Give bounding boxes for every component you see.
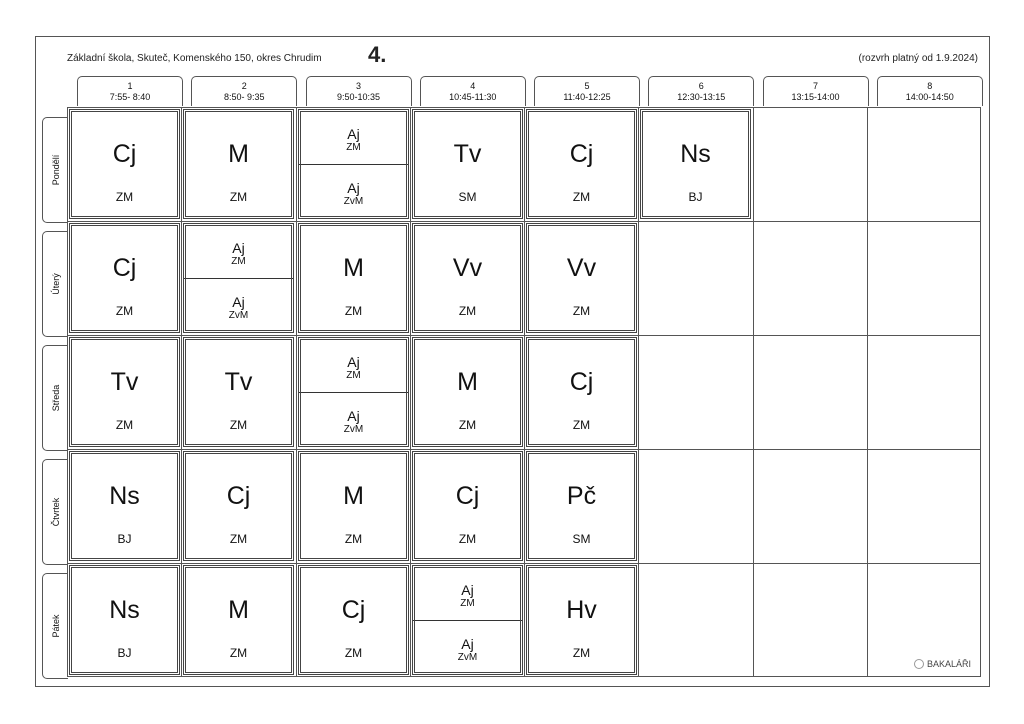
lesson-room: ZM: [229, 190, 248, 204]
period-header: [191, 76, 297, 106]
period-time: 9:50-10:35: [336, 92, 381, 102]
period-time: 12:30-13:15: [677, 92, 726, 102]
lesson-cell: [298, 565, 409, 675]
lesson-cell: [412, 451, 523, 561]
period-time: 14:00-14:50: [905, 92, 954, 102]
period-number: 6: [698, 81, 704, 91]
day-name: Úterý: [50, 273, 61, 295]
class-label: 4.: [368, 42, 387, 67]
logo-text: BAKALÁŘI: [927, 659, 972, 669]
lesson-room: BJ: [117, 532, 132, 546]
group-lesson: [413, 621, 522, 675]
lesson-cell: [526, 451, 637, 561]
lesson-cell: [412, 109, 523, 219]
lesson-room: ZM: [115, 418, 134, 432]
lesson-subject: M: [457, 368, 478, 396]
lesson-subject: Aj: [461, 636, 474, 652]
lesson-cell: [183, 451, 294, 561]
lesson-subject: Cj: [569, 368, 594, 396]
lesson-cell: [640, 109, 751, 219]
lesson-cell: [183, 565, 294, 675]
lesson-subject: Ns: [109, 482, 140, 510]
period-time: 10:45-11:30: [449, 92, 497, 102]
group-lesson: [299, 110, 408, 165]
lesson-subject: Aj: [232, 294, 245, 310]
lesson-subject: M: [228, 140, 249, 168]
lesson-subject: Cj: [455, 482, 480, 510]
group-lesson: [299, 338, 408, 393]
bakalari-logo: [914, 659, 971, 669]
lesson-cell: [69, 337, 180, 447]
lesson-cell: [69, 451, 180, 561]
validity-note: (rozvrh platný od 1.9.2024): [858, 53, 978, 64]
lesson-cell: [69, 565, 180, 675]
lesson-cell: [298, 451, 409, 561]
lesson-room: SM: [458, 190, 477, 204]
group-lesson: [299, 165, 408, 219]
lesson-cell: [412, 565, 523, 675]
lesson-cell: [412, 223, 523, 333]
period-header: [77, 76, 183, 106]
lesson-subject: Tv: [224, 368, 253, 396]
bakalari-logo-icon: [914, 659, 924, 669]
column-divider: [524, 107, 525, 677]
day-name: Pátek: [50, 614, 61, 638]
lesson-room: ZM: [458, 418, 477, 432]
period-header: [648, 76, 754, 106]
lesson-room: ZM: [344, 304, 363, 318]
lesson-subject: Cj: [226, 482, 251, 510]
lesson-room: ZM: [458, 304, 477, 318]
period-time: 11:40-12:25: [563, 92, 611, 102]
lesson-room: ZM: [115, 304, 134, 318]
period-time: 7:55- 8:40: [109, 92, 151, 102]
lesson-subject: Tv: [453, 140, 482, 168]
row-divider: [67, 563, 981, 564]
lesson-subject: Aj: [347, 354, 360, 370]
lesson-room: ZvM: [457, 652, 478, 663]
group-lesson: [184, 279, 293, 333]
column-divider: [410, 107, 411, 677]
lesson-cell: [183, 223, 294, 333]
period-number: 7: [812, 81, 818, 91]
school-name: Základní škola, Skuteč, Komenského 150, okres Chrudim: [67, 53, 322, 64]
lesson-cell: [412, 337, 523, 447]
lesson-cell: [298, 337, 409, 447]
lesson-cell: [526, 565, 637, 675]
row-divider: [67, 221, 981, 222]
lesson-subject: Hv: [566, 596, 597, 624]
period-time: 8:50- 9:35: [223, 92, 265, 102]
lesson-subject: Cj: [341, 596, 366, 624]
lesson-cell: [298, 223, 409, 333]
lesson-subject: M: [343, 482, 364, 510]
lesson-subject: Ns: [109, 596, 140, 624]
lesson-cell: [69, 223, 180, 333]
period-number: 8: [927, 81, 933, 91]
lesson-room: ZM: [346, 142, 361, 153]
lesson-room: ZM: [344, 646, 363, 660]
lesson-subject: Aj: [347, 180, 360, 196]
lesson-cell: [298, 109, 409, 219]
lesson-room: BJ: [688, 190, 703, 204]
lesson-cell: [526, 337, 637, 447]
day-header: [42, 573, 68, 679]
period-number: 1: [127, 81, 133, 91]
lesson-cell: [183, 337, 294, 447]
column-divider: [753, 107, 754, 677]
lesson-room: ZvM: [228, 310, 249, 321]
period-header: [534, 76, 640, 106]
column-divider: [296, 107, 297, 677]
lesson-subject: M: [228, 596, 249, 624]
lesson-room: ZM: [344, 532, 363, 546]
day-name: Středa: [50, 384, 61, 412]
lesson-subject: Vv: [452, 254, 483, 282]
lesson-room: ZvM: [343, 424, 364, 435]
lesson-subject: Vv: [566, 254, 597, 282]
lesson-room: ZM: [115, 190, 134, 204]
column-divider: [181, 107, 182, 677]
lesson-subject: Pč: [566, 482, 597, 510]
period-time: 13:15-14:00: [791, 92, 840, 102]
group-lesson: [299, 393, 408, 447]
lesson-room: BJ: [117, 646, 132, 660]
lesson-subject: Ns: [680, 140, 711, 168]
lesson-room: ZM: [346, 370, 361, 381]
period-header: [763, 76, 869, 106]
lesson-room: ZM: [572, 646, 591, 660]
lesson-cell: [526, 109, 637, 219]
day-name: Pondělí: [50, 154, 61, 186]
day-name: Čtvrtek: [50, 497, 61, 527]
group-lesson: [184, 224, 293, 279]
period-number: 5: [584, 81, 590, 91]
period-number: 3: [355, 81, 361, 91]
lesson-subject: Aj: [232, 240, 245, 256]
period-number: 4: [470, 81, 476, 91]
day-header: [42, 231, 68, 337]
lesson-subject: Aj: [461, 582, 474, 598]
lesson-room: SM: [572, 532, 591, 546]
period-number: 2: [241, 81, 247, 91]
lesson-room: ZM: [458, 532, 477, 546]
lesson-subject: M: [343, 254, 364, 282]
lesson-subject: Cj: [112, 254, 137, 282]
column-divider: [867, 107, 868, 677]
lesson-room: ZM: [229, 646, 248, 660]
lesson-subject: Cj: [112, 140, 137, 168]
day-header: [42, 117, 68, 223]
lesson-cell: [69, 109, 180, 219]
day-header: [42, 459, 68, 565]
lesson-room: ZM: [460, 598, 475, 609]
lesson-cell: [526, 223, 637, 333]
day-header: [42, 345, 68, 451]
lesson-room: ZM: [572, 418, 591, 432]
lesson-room: ZM: [229, 532, 248, 546]
group-lesson: [413, 566, 522, 621]
period-header: [420, 76, 526, 106]
lesson-room: ZM: [572, 304, 591, 318]
lesson-room: ZM: [572, 190, 591, 204]
lesson-room: ZM: [229, 418, 248, 432]
row-divider: [67, 449, 981, 450]
period-header: [877, 76, 983, 106]
lesson-subject: Aj: [347, 408, 360, 424]
column-divider: [638, 107, 639, 677]
lesson-cell: [183, 109, 294, 219]
lesson-room: ZM: [231, 256, 246, 267]
lesson-subject: Cj: [569, 140, 594, 168]
period-header: [306, 76, 412, 106]
lesson-subject: Tv: [110, 368, 139, 396]
lesson-room: ZvM: [343, 196, 364, 207]
lesson-subject: Aj: [347, 126, 360, 142]
row-divider: [67, 335, 981, 336]
